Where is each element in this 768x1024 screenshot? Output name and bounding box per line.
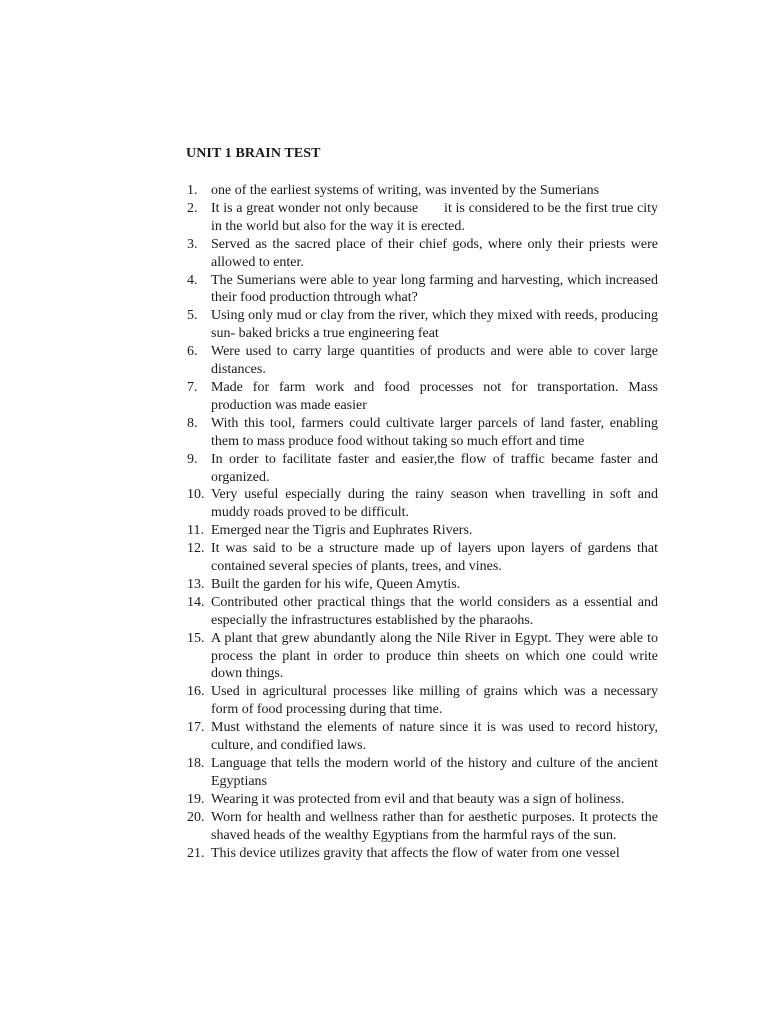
question-list (180, 182, 662, 862)
question-number-label: 17. (187, 720, 205, 736)
question-number-label: 10. (187, 487, 205, 503)
question-text: one of the earliest systems of writing, was invented by the Sumerians (211, 183, 600, 198)
question-item (180, 379, 662, 415)
question-text: Language that tells the modern world of the history and culture of the ancient Egyptians (211, 756, 662, 789)
question-item (180, 522, 658, 540)
question-number (180, 576, 211, 594)
question-text: It is a great wonder not only because it is considered to be the first true city in the world but also for the way it is erected. (211, 200, 662, 234)
question-number (180, 486, 211, 522)
question-number-label: 9. (187, 451, 198, 467)
question-item (180, 415, 662, 451)
question-number-label: 15. (187, 630, 205, 646)
question-number (180, 809, 211, 845)
question-number-label: 4. (187, 272, 198, 288)
question-number-label: 12. (187, 541, 205, 557)
question-item (180, 236, 662, 272)
question-text: Worn for health and wellness rather than for aesthetic purposes. It protects the shaved heads of the wealthy Egyptians from the harmful rays of the sun. (211, 809, 662, 843)
question-item (180, 755, 662, 791)
question-text: Must withstand the elements of nature since it is was used to record history, culture, and condified laws. (211, 720, 662, 754)
question-number-label: 3. (187, 236, 198, 252)
question-text: This device utilizes gravity that affects the flow of water from one vessel (211, 845, 620, 861)
question-item (180, 719, 662, 755)
question-item (180, 182, 658, 200)
question-text: Made for farm work and food processes not for transportation. Mass production was made easier (211, 379, 662, 413)
question-text: Used in agricultural processes like milling of grains which was a necessary form of food processing during that time. (211, 684, 662, 718)
question-number (180, 415, 211, 451)
question-text: Were used to carry large quantities of products and were able to cover large distances. (211, 344, 662, 378)
question-number-label: 20. (187, 809, 205, 825)
question-number-label: 14. (187, 594, 205, 610)
question-number (180, 379, 211, 415)
question-text: Wearing it was protected from evil and that beauty was a sign of holiness. (211, 791, 625, 807)
question-number-label: 18. (187, 756, 205, 771)
question-item (180, 307, 662, 343)
question-item (180, 486, 662, 522)
question-number-label: 16. (187, 684, 205, 700)
question-item (180, 272, 662, 308)
question-item (180, 594, 662, 630)
question-text: It was said to be a structure made up of layers upon layers of gardens that contained several species of plants, trees, and vines. (211, 541, 662, 575)
question-number-label: 8. (187, 415, 198, 431)
question-item (180, 576, 658, 594)
question-number-label: 13. (187, 576, 205, 592)
question-number (180, 755, 211, 791)
question-text: A plant that grew abundantly along the Nile River in Egypt. They were able to process the plant in order to produce thin sheets on which one could write down things. (211, 630, 662, 682)
question-number (180, 272, 211, 308)
question-number (180, 540, 211, 576)
question-number-label: 2. (187, 200, 198, 216)
question-number (180, 594, 211, 630)
question-item (180, 630, 662, 684)
question-text: Built the garden for his wife, Queen Amytis. (211, 576, 461, 592)
question-number (180, 182, 211, 200)
question-text: Very useful especially during the rainy season when travelling in soft and muddy roads proved to be difficult. (211, 487, 662, 521)
question-number (180, 719, 211, 755)
question-item (180, 200, 662, 236)
question-number-label: 1. (187, 183, 198, 198)
document-title: UNIT 1 BRAIN TEST (186, 146, 321, 161)
question-item (180, 809, 662, 845)
question-number (180, 343, 211, 379)
question-text: Emerged near the Tigris and Euphrates Rivers. (211, 523, 473, 539)
question-number (180, 307, 211, 343)
question-number-label: 21. (187, 845, 205, 861)
question-item (180, 343, 662, 379)
question-item (180, 451, 662, 487)
question-text: Contributed other practical things that the world considers as a essential and especially the infrastructures established by the pharaohs. (211, 594, 662, 628)
question-number-label: 19. (187, 791, 205, 807)
question-text: Using only mud or clay from the river, which they mixed with reeds, producing sun- baked bricks a true engineering feat (211, 308, 662, 342)
question-number-label: 7. (187, 379, 198, 395)
question-text: The Sumerians were able to year long farming and harvesting, which increased their food production thtrough what? (211, 272, 662, 306)
question-text: Served as the sacred place of their chief gods, where only their priests were allowed to enter. (211, 236, 662, 270)
question-number-label: 11. (187, 523, 204, 539)
question-number (180, 451, 211, 487)
question-item (180, 540, 662, 576)
question-item (180, 845, 658, 863)
question-item (180, 791, 658, 809)
question-number-label: 6. (187, 344, 198, 360)
question-number (180, 236, 211, 272)
question-number (180, 200, 211, 236)
question-text: With this tool, farmers could cultivate larger parcels of land faster, enabling them to mass produce food without taking so much effort and time (211, 415, 662, 449)
question-number (180, 845, 211, 863)
question-number (180, 522, 211, 540)
question-number (180, 630, 211, 684)
question-number (180, 791, 211, 809)
question-number (180, 683, 211, 719)
question-item (180, 683, 662, 719)
question-text: In order to facilitate faster and easier,the flow of traffic became faster and organized. (211, 451, 662, 485)
question-number-label: 5. (187, 308, 198, 324)
